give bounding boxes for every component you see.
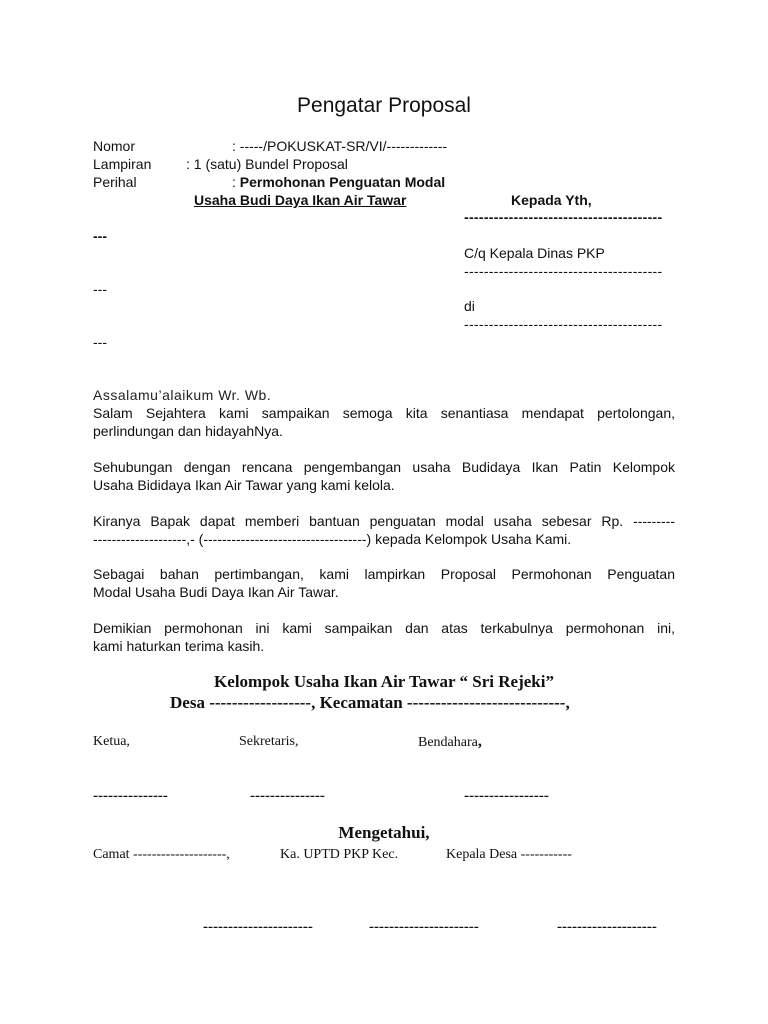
paragraph-3 (93, 512, 675, 548)
paragraph-2-line-2: Usaha Bididaya Ikan Air Tawar yang kami kelola. (93, 477, 395, 493)
group-location: Desa ------------------, Kecamatan ----------------------------, (170, 693, 570, 712)
paragraph-4 (93, 565, 675, 601)
bendahara-comma: , (477, 733, 482, 750)
camat-signature-line: ---------------------- (203, 919, 313, 935)
paragraph-1-line-1: Salam Sejahtera kami sampaikan semoga kita senantiasa mendapat pertolongan, (93, 405, 675, 421)
lampiran-value: : 1 (satu) Bundel Proposal (186, 156, 348, 172)
kepala-desa-label: Kepala Desa ----------- (446, 847, 572, 862)
perihal-label: Perihal (93, 174, 137, 190)
recipient-line-2: ---------------------------------------- (464, 263, 663, 279)
paragraph-1 (93, 404, 675, 440)
cq-kepala-dinas: C/q Kepala Dinas PKP (464, 245, 605, 261)
greeting: Assalamu’alaikum Wr. Wb. (93, 387, 272, 403)
perihal-value-line (232, 174, 445, 191)
ka-uptd-label: Ka. UPTD PKP Kec. (280, 847, 399, 862)
recipient-dash-3: --- (93, 334, 107, 350)
page-title: Pengatar Proposal (297, 94, 471, 117)
perihal-colon: : (232, 174, 240, 190)
bendahara-label (418, 733, 482, 751)
paragraph-5 (93, 619, 675, 655)
paragraph-2-line-1: Sehubungan dengan rencana pengembangan usaha Budidaya Ikan Patin Kelompok (93, 459, 675, 475)
paragraph-5-line-2: kami haturkan terima kasih. (93, 638, 265, 654)
ketua-label: Ketua, (93, 734, 130, 749)
mengetahui-heading: Mengetahui, (338, 823, 430, 842)
camat-label: Camat --------------------, (93, 847, 230, 862)
sekretaris-label: Sekretaris, (239, 734, 299, 749)
paragraph-4-line-1: Sebagai bahan pertimbangan, kami lampirkan Proposal Permohonan Penguatan (93, 566, 675, 582)
recipient-dash-1: --- (93, 228, 107, 244)
perihal-value: Permohonan Penguatan Modal (239, 174, 446, 190)
uptd-signature-line: ---------------------- (369, 919, 479, 935)
bendahara-signature-line: ----------------- (464, 788, 549, 804)
paragraph-3-line-2: --------------------,- (-----------------------------------) kepada Kelompok Usaha Kami. (93, 531, 572, 547)
sekretaris-signature-line: --------------- (250, 788, 325, 804)
paragraph-3-line-1: Kiranya Bapak dapat memberi bantuan penguatan modal usaha sebesar Rp. --------- (93, 513, 675, 529)
lampiran-label: Lampiran (93, 156, 152, 172)
kades-signature-line: -------------------- (557, 919, 657, 935)
ketua-signature-line: --------------- (93, 788, 168, 804)
paragraph-1-line-2: perlindungan dan hidayahNya. (93, 423, 283, 439)
bendahara-text: Bendahara (418, 735, 478, 750)
recipient-dash-2: --- (93, 281, 107, 297)
perihal-value-2: Usaha Budi Daya Ikan Air Tawar (194, 192, 407, 208)
paragraph-4-line-2: Modal Usaha Budi Daya Ikan Air Tawar. (93, 584, 339, 600)
recipient-di: di (464, 298, 475, 314)
recipient-line-1: ---------------------------------------- (464, 209, 663, 225)
paragraph-2 (93, 458, 675, 494)
recipient-line-3: ---------------------------------------- (464, 316, 663, 332)
kepada-yth: Kepada Yth, (511, 192, 592, 208)
nomor-value: : -----/POKUSKAT-SR/VI/------------- (232, 138, 448, 154)
paragraph-5-line-1: Demikian permohonan ini kami sampaikan dan atas terkabulnya permohonan ini, (93, 620, 675, 636)
nomor-label: Nomor (93, 138, 136, 154)
group-name: Kelompok Usaha Ikan Air Tawar “ Sri Rejeki” (214, 672, 554, 691)
